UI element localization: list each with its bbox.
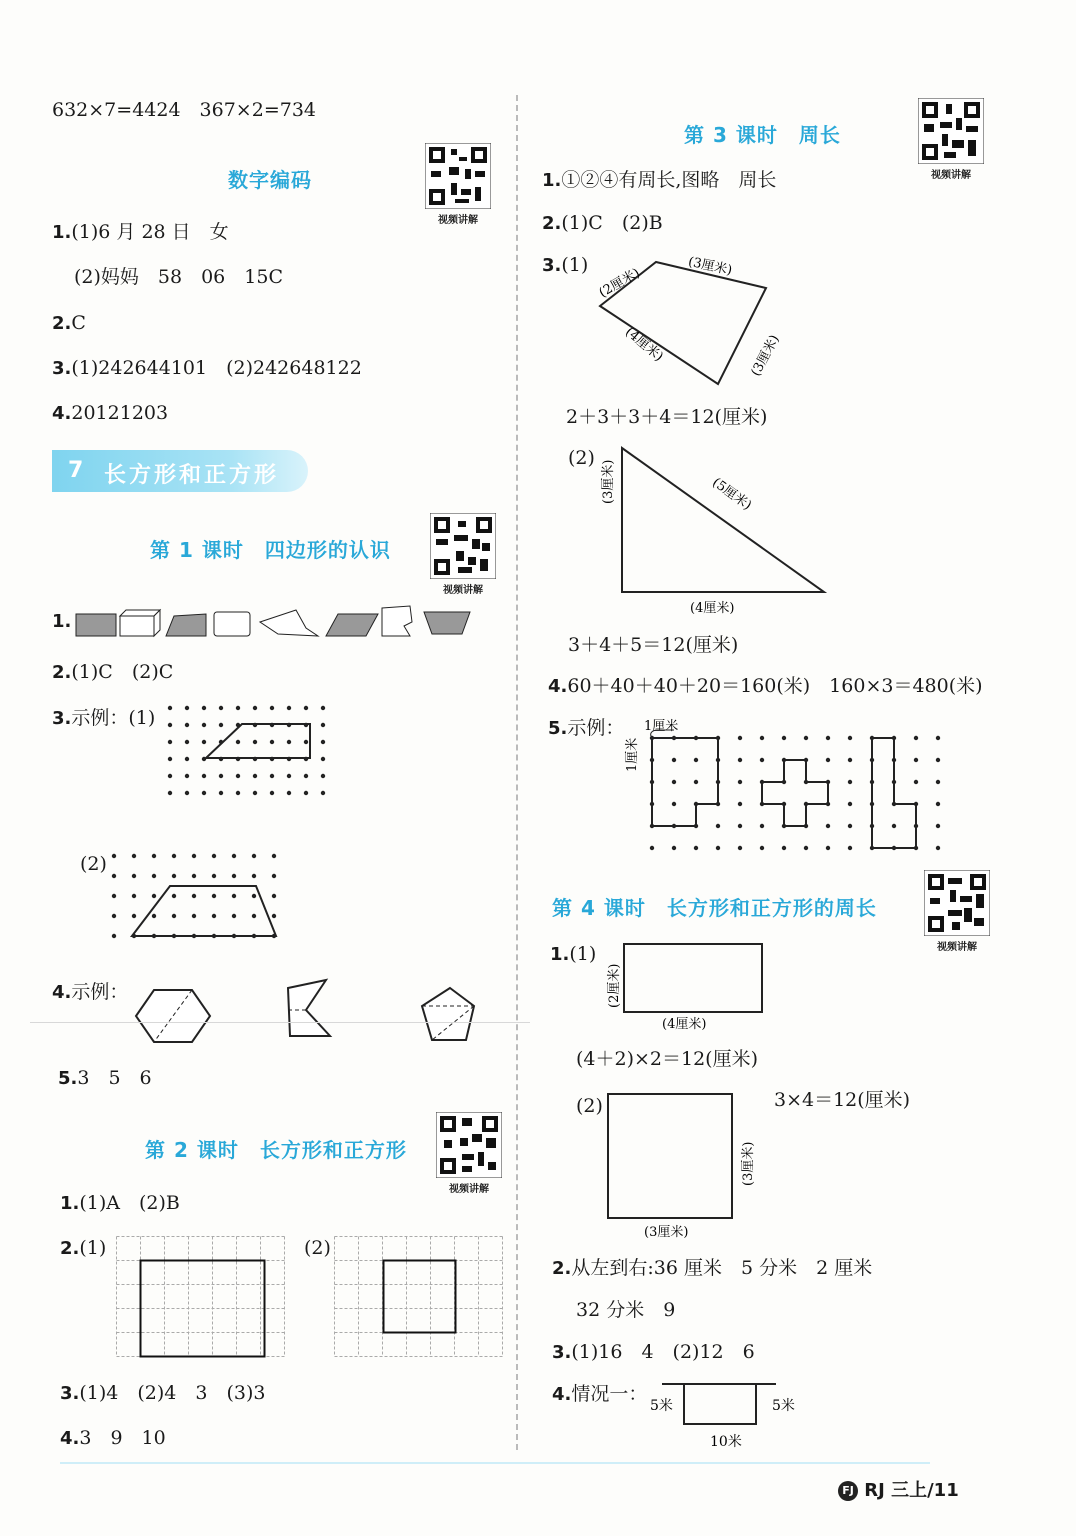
grid-dot (219, 706, 223, 710)
grid-dot (202, 774, 206, 778)
qr-icon (430, 513, 496, 579)
grid-dot (112, 934, 116, 938)
grid-dot (936, 846, 940, 850)
grid-dot (304, 740, 308, 744)
grid-dot (914, 736, 918, 740)
grid-dot (236, 774, 240, 778)
grid-dot (321, 774, 325, 778)
grid-dot (936, 758, 940, 762)
grid-dot (892, 824, 896, 828)
grid-dot (152, 894, 156, 898)
grid-dot (272, 854, 276, 858)
grid-dot (192, 914, 196, 918)
qr-caption: 视频讲解 (937, 942, 977, 953)
grid-dot (212, 874, 216, 878)
grid-dot (202, 706, 206, 710)
grid-dot (253, 774, 257, 778)
side-label: (2厘米) (607, 963, 622, 1008)
grid-dot (252, 894, 256, 898)
side-label: (4厘米) (662, 1017, 707, 1032)
grid-dot (738, 824, 742, 828)
grid-dot (132, 894, 136, 898)
shape-rectangle (76, 614, 116, 636)
grid-dot (185, 723, 189, 727)
grid-dot (172, 854, 176, 858)
grid-dot (112, 874, 116, 878)
grid-dot (185, 757, 189, 761)
grid-dot (914, 780, 918, 784)
answer-line: 5.示例： (548, 717, 625, 739)
equation: 3＋4＋5＝12(厘米) (568, 634, 739, 656)
grid-dot (936, 802, 940, 806)
grid-dot (760, 846, 764, 850)
grid-dot (202, 791, 206, 795)
grid-dot (304, 706, 308, 710)
grid-dot (321, 740, 325, 744)
grid-dot (826, 758, 830, 762)
grid-dot (236, 791, 240, 795)
equation: 3×4＝12(厘米) (774, 1089, 911, 1111)
question-number: 1. (52, 611, 72, 632)
grid-dot (270, 706, 274, 710)
grid-dot (738, 736, 742, 740)
unit-banner (52, 450, 308, 492)
shape-square (214, 612, 250, 636)
answer-line: 3.(1)16 4 (2)12 6 (552, 1341, 755, 1363)
grid-dot (672, 802, 676, 806)
side-label: (3厘米) (748, 332, 783, 379)
grid-dot (168, 774, 172, 778)
grid-dot (848, 780, 852, 784)
fence-figure (646, 1378, 806, 1454)
grid-dot (168, 723, 172, 727)
unit-number: 7 (68, 458, 84, 483)
grid-dot (672, 846, 676, 850)
dots (650, 736, 940, 850)
grid-dot (219, 774, 223, 778)
grid-dot (152, 874, 156, 878)
grid-dot (694, 846, 698, 850)
shape-cuboid (120, 610, 160, 636)
drawn-tall-l-shape (872, 738, 916, 848)
answer-line: 3.(1)4 (2)4 3 (3)3 (60, 1382, 266, 1404)
grid-dot (172, 874, 176, 878)
answer-line: 4.情况一： (552, 1383, 648, 1405)
quadrilateral-figure (590, 250, 790, 390)
grid-dot (694, 758, 698, 762)
equation: (4＋2)×2＝12(厘米) (576, 1048, 759, 1070)
grid-dot (253, 706, 257, 710)
grid-dot (287, 740, 291, 744)
publisher-badge: FJ (838, 1481, 858, 1501)
qr-code-lesson2[interactable] (436, 1112, 502, 1195)
grid-dot (212, 894, 216, 898)
shape-parallelogram (326, 614, 378, 636)
grid-dot (219, 791, 223, 795)
answer-line: 4.60＋40＋40＋20＝160(米) 160×3＝480(米) (548, 675, 983, 697)
grid-dot (848, 802, 852, 806)
qr-code-lesson3[interactable] (918, 98, 984, 181)
grid-dot (270, 740, 274, 744)
grid-dot (232, 854, 236, 858)
qr-caption: 视频讲解 (438, 215, 478, 226)
lesson1-title: 第 1 课时 四边形的认识 (150, 538, 391, 562)
section-title-code: 数字编码 (228, 168, 312, 192)
grid-dot (782, 736, 786, 740)
answer-line: 2.(1) (60, 1237, 107, 1259)
side-label: (4厘米) (690, 601, 735, 616)
dot-grid-2 (106, 846, 286, 946)
grid-dot (936, 736, 940, 740)
side-label: (3厘米) (601, 459, 616, 504)
grid-dot (236, 740, 240, 744)
grid-dot (132, 854, 136, 858)
shape-torn (382, 606, 412, 636)
grid-dot (236, 706, 240, 710)
qr-icon (436, 1112, 502, 1178)
answer-line: (2)妈妈 58 06 15C (74, 266, 283, 288)
divided-shapes (130, 976, 490, 1054)
qr-code-lesson1[interactable] (430, 513, 496, 596)
grid-dot (168, 791, 172, 795)
answer-line: 3.示例：(1) (52, 707, 156, 729)
folded-shape (288, 980, 330, 1036)
grid-dot (716, 824, 720, 828)
lesson3-title: 第 3 课时 周长 (684, 123, 841, 147)
side-label: (3厘米) (686, 254, 734, 279)
grid-dot (172, 914, 176, 918)
grid-dot (112, 854, 116, 858)
grid-dot (112, 914, 116, 918)
grid-dot (212, 914, 216, 918)
side-label: 5米 (650, 1398, 673, 1414)
grid-dot (304, 774, 308, 778)
drawn-isosceles-trapezoid (132, 886, 276, 936)
answer-line: 2.C (52, 312, 86, 334)
answer-line: 1.①②④有周长,图略 周长 (542, 169, 777, 191)
column-divider (516, 95, 518, 1450)
sub-label: (2) (576, 1095, 603, 1117)
triangle-figure (596, 440, 836, 620)
answer-line: 4.20121203 (52, 402, 169, 424)
answer-line: 2.(1)C (2)C (52, 661, 174, 683)
fold-line (30, 1022, 530, 1023)
grid-dot (848, 846, 852, 850)
grid-dot (270, 774, 274, 778)
grid-dot (270, 791, 274, 795)
sub-label: (2) (568, 447, 595, 469)
pentagon (422, 988, 474, 1040)
grid-dot (936, 824, 940, 828)
dots (168, 706, 325, 795)
grid-dot (672, 758, 676, 762)
shape-trapezoid (166, 614, 206, 636)
grid-dot (168, 757, 172, 761)
unit-label: 1厘米 (644, 719, 679, 734)
square-figure (604, 1090, 764, 1250)
top-equation: 632×7=4424 367×2=734 (52, 99, 317, 121)
grid-dot (287, 706, 291, 710)
footer-line (60, 1462, 930, 1464)
answer-line: 3.(1) (542, 254, 589, 276)
grid-dot (232, 874, 236, 878)
grid-dot (185, 791, 189, 795)
drawn-square (384, 1261, 456, 1333)
grid-dot (321, 791, 325, 795)
grid-dot (287, 791, 291, 795)
dot-grid-1 (160, 700, 340, 820)
grid-dot (252, 874, 256, 878)
grid-dot (804, 736, 808, 740)
grid-dot (738, 846, 742, 850)
grid-dot (172, 894, 176, 898)
answer-line: 4.示例： (52, 981, 129, 1003)
grid-dot (192, 894, 196, 898)
side-label: (4厘米) (622, 324, 666, 365)
grid-dot (185, 706, 189, 710)
grid-dot (650, 846, 654, 850)
grid-dot (202, 740, 206, 744)
grid-dot (782, 846, 786, 850)
grid-dot (168, 706, 172, 710)
grid-dot (738, 802, 742, 806)
qr-icon (425, 143, 491, 209)
grid-dot (826, 846, 830, 850)
grid-dot (232, 914, 236, 918)
grid-dot (185, 774, 189, 778)
grid-dot (252, 854, 256, 858)
lesson2-title: 第 2 课时 长方形和正方形 (145, 1138, 407, 1162)
grid-dot (760, 736, 764, 740)
lesson4-title: 第 4 课时 长方形和正方形的周长 (552, 896, 877, 920)
rectangle-figure (602, 940, 772, 1036)
grid-dot (760, 824, 764, 828)
grid-dot (132, 874, 136, 878)
grid-dot (168, 740, 172, 744)
answer-line: 2.(1)C (2)B (542, 212, 663, 234)
quadrilateral-shapes (74, 602, 474, 642)
grid-dot (738, 758, 742, 762)
perimeter-dot-grid (620, 712, 950, 862)
grid-dot (232, 894, 236, 898)
grid-dot (202, 723, 206, 727)
grid-dot (716, 846, 720, 850)
grid-dot (848, 824, 852, 828)
grid-dot (738, 780, 742, 784)
grid-rectangle (116, 1236, 290, 1360)
grid-dot (304, 791, 308, 795)
grid-dot (804, 846, 808, 850)
sub-label: (2) (80, 853, 107, 875)
drawn-l-shape (652, 738, 718, 826)
grid-dot (826, 824, 830, 828)
grid-dot (914, 758, 918, 762)
answer-line-continued: 32 分米 9 (576, 1299, 676, 1321)
grid-dot (848, 736, 852, 740)
grid-dot (253, 740, 257, 744)
side-label: 10米 (710, 1434, 742, 1450)
grid-dot (321, 706, 325, 710)
sub-label: (2) (304, 1237, 331, 1259)
grid-dot (185, 740, 189, 744)
answer-line: 2.从左到右:36 厘米 5 分米 2 厘米 (552, 1257, 873, 1279)
shape-trapezoid-2 (424, 612, 470, 634)
qr-caption: 视频讲解 (931, 170, 971, 181)
grid-dot (848, 758, 852, 762)
side-label: 5米 (772, 1398, 795, 1414)
grid-dot (219, 723, 223, 727)
unit-label: 1厘米 (625, 737, 640, 772)
answer-line: 4.3 9 10 (60, 1427, 166, 1449)
grid-dot (694, 780, 698, 784)
answer-line: 5.3 5 6 (58, 1067, 152, 1089)
grid-dot (252, 914, 256, 918)
qr-caption: 视频讲解 (443, 585, 483, 596)
qr-icon (918, 98, 984, 164)
answer-line: 1.(1) (550, 943, 597, 965)
drawn-cross-shape (762, 760, 828, 826)
grid-dot (826, 736, 830, 740)
qr-icon (924, 870, 990, 936)
page-footer (838, 1476, 959, 1502)
grid-dot (936, 780, 940, 784)
page-number: RJ 三上/11 (864, 1480, 959, 1501)
grid-dot (132, 914, 136, 918)
grid-dot (152, 914, 156, 918)
side-label: (2厘米) (596, 265, 643, 301)
grid-dot (272, 914, 276, 918)
hexagon (136, 990, 210, 1042)
qr-code-code[interactable] (425, 143, 491, 226)
grid-dot (321, 723, 325, 727)
grid-dot (253, 791, 257, 795)
grid-dot (112, 894, 116, 898)
shape-irregular (260, 610, 318, 636)
unit-title: 长方形和正方形 (104, 463, 280, 488)
grid-dot (272, 874, 276, 878)
side-label: (3厘米) (644, 1225, 689, 1240)
answer-line: 3.(1)242644101 (2)242648122 (52, 357, 362, 379)
grid-dot (672, 780, 676, 784)
side-label: (3厘米) (741, 1141, 756, 1186)
answer-line: 1.(1)A (2)B (60, 1192, 180, 1214)
side-label: (5厘米) (709, 475, 755, 514)
grid-dot (192, 874, 196, 878)
grid-square (334, 1236, 508, 1360)
grid-dot (272, 894, 276, 898)
grid-dot (192, 854, 196, 858)
equation: 2＋3＋3＋4＝12(厘米) (566, 406, 768, 428)
grid-dot (152, 854, 156, 858)
qr-code-lesson4[interactable] (924, 870, 990, 953)
answer-line: 1.(1)6 月 28 日 女 (52, 221, 229, 243)
grid-dot (760, 758, 764, 762)
grid-dot (212, 854, 216, 858)
grid-dot (287, 774, 291, 778)
qr-caption: 视频讲解 (449, 1184, 489, 1195)
grid-dot (321, 757, 325, 761)
